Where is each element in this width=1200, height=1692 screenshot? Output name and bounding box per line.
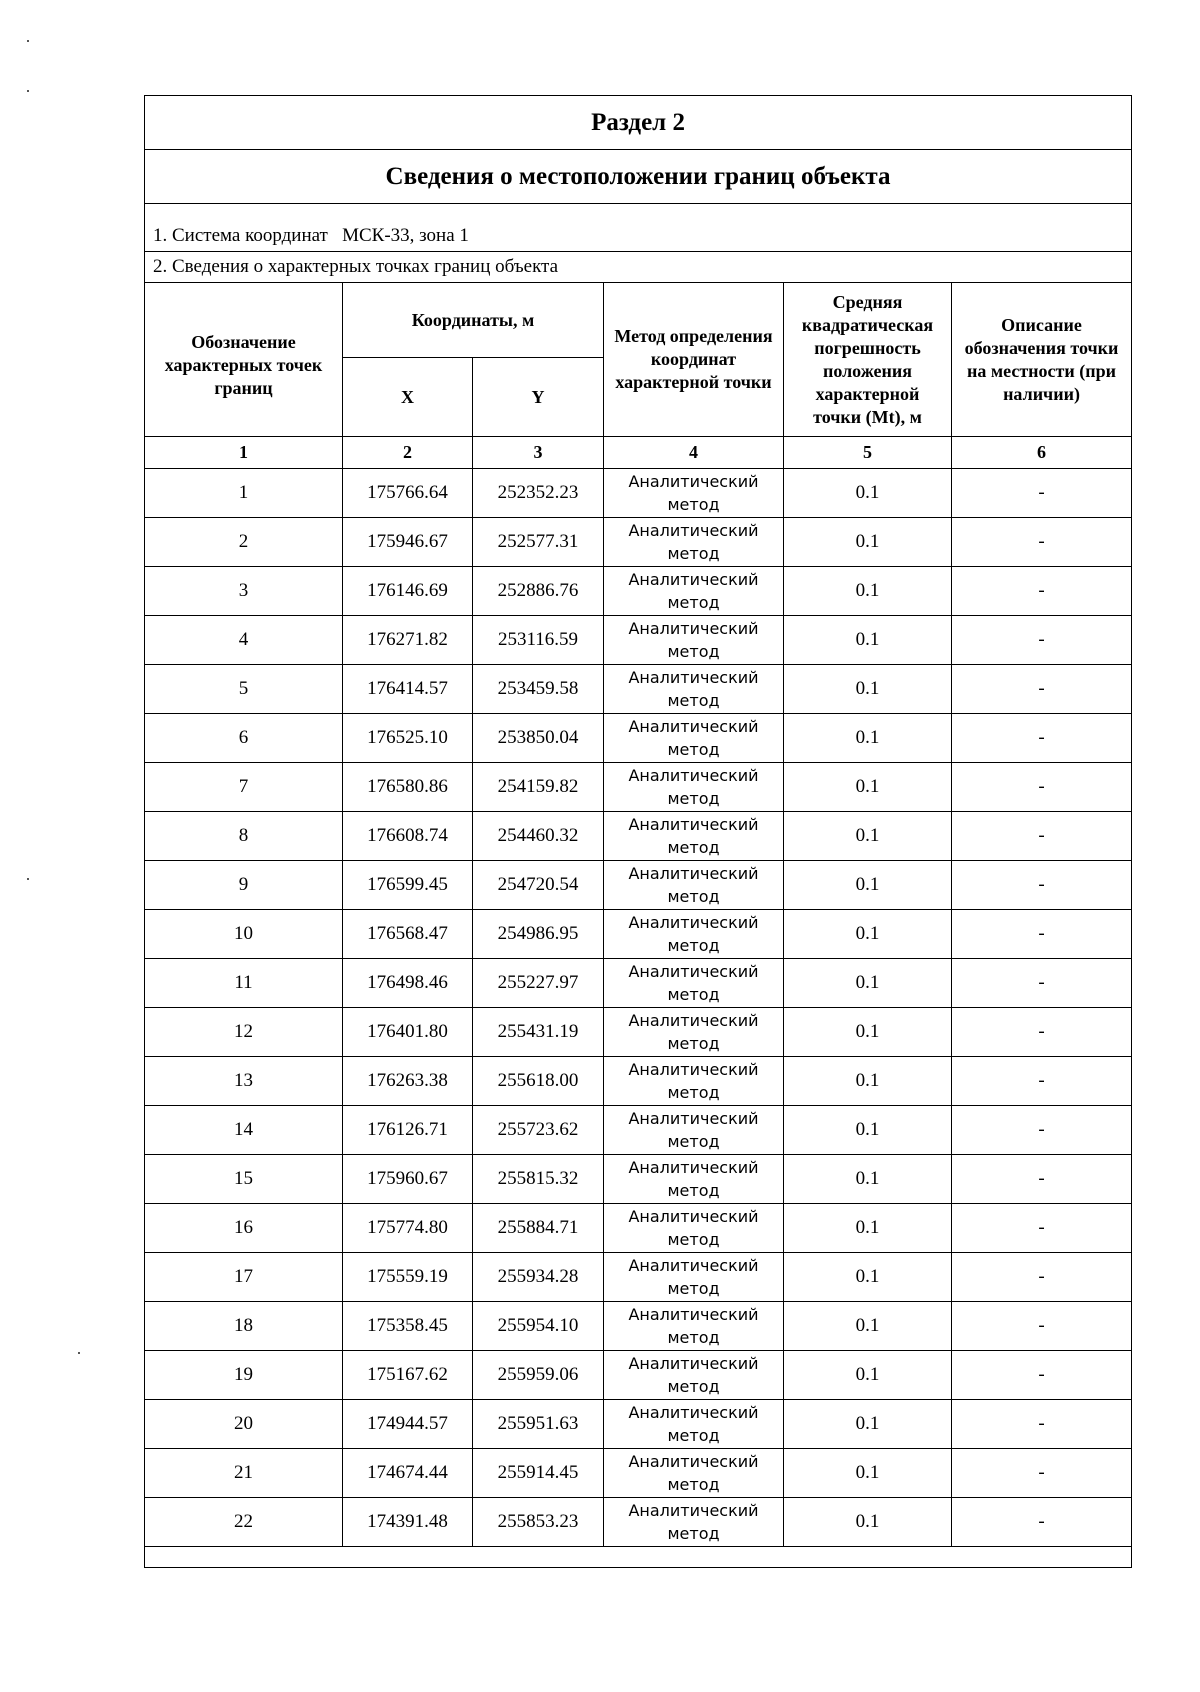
method-cell — [604, 910, 784, 959]
method-cell — [604, 1253, 784, 1302]
method-text-line: метод — [667, 691, 720, 710]
accuracy-cell: 0.1 — [784, 763, 952, 812]
description-cell: - — [952, 1498, 1132, 1547]
method-text-line: Аналитический — [628, 1354, 759, 1373]
method-text-line: Аналитический — [628, 619, 759, 638]
point-number-cell: 11 — [145, 959, 343, 1008]
method-text-line: Аналитический — [628, 1109, 759, 1128]
description-cell: - — [952, 861, 1132, 910]
table-row — [145, 1498, 1132, 1547]
column-number: 2 — [343, 437, 473, 469]
x-coordinate-cell: 174944.57 — [343, 1400, 473, 1449]
header-method: Метод определения координат характерной точки — [604, 283, 784, 437]
table-row — [145, 1008, 1132, 1057]
accuracy-cell: 0.1 — [784, 910, 952, 959]
description-cell: - — [952, 469, 1132, 518]
header-description: Описание обозначения точки на местности (при наличии) — [952, 283, 1132, 437]
y-coordinate-cell: 255884.71 — [473, 1204, 604, 1253]
y-coordinate-cell: 255959.06 — [473, 1351, 604, 1400]
method-text-line: метод — [667, 642, 720, 661]
accuracy-cell: 0.1 — [784, 1204, 952, 1253]
method-cell — [604, 616, 784, 665]
y-coordinate-cell: 254720.54 — [473, 861, 604, 910]
method-text-line: Аналитический — [628, 1011, 759, 1030]
method-text-line: Аналитический — [628, 766, 759, 785]
x-coordinate-cell: 176599.45 — [343, 861, 473, 910]
x-coordinate-cell: 176146.69 — [343, 567, 473, 616]
method-text-line: Аналитический — [628, 521, 759, 540]
x-coordinate-cell: 176263.38 — [343, 1057, 473, 1106]
method-cell — [604, 1302, 784, 1351]
y-coordinate-cell: 253459.58 — [473, 665, 604, 714]
point-number-cell: 7 — [145, 763, 343, 812]
accuracy-cell: 0.1 — [784, 1008, 952, 1057]
scan-speck — [27, 90, 29, 92]
point-number-cell: 17 — [145, 1253, 343, 1302]
y-coordinate-cell: 255853.23 — [473, 1498, 604, 1547]
method-cell — [604, 518, 784, 567]
description-cell: - — [952, 665, 1132, 714]
description-cell: - — [952, 567, 1132, 616]
table-row — [145, 1204, 1132, 1253]
header-y: Y — [473, 358, 604, 437]
accuracy-cell: 0.1 — [784, 616, 952, 665]
method-text-line: Аналитический — [628, 717, 759, 736]
method-cell — [604, 959, 784, 1008]
method-text-line: Аналитический — [628, 1256, 759, 1275]
x-coordinate-cell: 175960.67 — [343, 1155, 473, 1204]
description-cell: - — [952, 1204, 1132, 1253]
points-heading: 2. Сведения о характерных точках границ объекта — [145, 252, 1132, 283]
method-text-line: Аналитический — [628, 913, 759, 932]
point-number-cell: 2 — [145, 518, 343, 567]
description-cell: - — [952, 763, 1132, 812]
x-coordinate-cell: 175946.67 — [343, 518, 473, 567]
method-text-line: метод — [667, 1181, 720, 1200]
y-coordinate-cell: 255227.97 — [473, 959, 604, 1008]
method-text-line: метод — [667, 1034, 720, 1053]
x-coordinate-cell: 176126.71 — [343, 1106, 473, 1155]
table-row — [145, 518, 1132, 567]
header-point-label: Обозначение характерных точек границ — [145, 283, 343, 437]
y-coordinate-cell: 255951.63 — [473, 1400, 604, 1449]
x-coordinate-cell: 175766.64 — [343, 469, 473, 518]
method-text-line: Аналитический — [628, 864, 759, 883]
accuracy-cell: 0.1 — [784, 567, 952, 616]
boundary-points-table — [144, 95, 1132, 1568]
method-text-line: Аналитический — [628, 1207, 759, 1226]
column-number: 6 — [952, 437, 1132, 469]
method-text-line: Аналитический — [628, 1158, 759, 1177]
section-subtitle: Сведения о местоположении границ объекта — [145, 150, 1132, 204]
description-cell: - — [952, 1008, 1132, 1057]
method-cell — [604, 1498, 784, 1547]
description-cell: - — [952, 1057, 1132, 1106]
y-coordinate-cell: 255815.32 — [473, 1155, 604, 1204]
point-number-cell: 10 — [145, 910, 343, 959]
method-text-line: метод — [667, 887, 720, 906]
description-cell: - — [952, 1106, 1132, 1155]
table-row — [145, 1106, 1132, 1155]
method-cell — [604, 665, 784, 714]
method-cell — [604, 469, 784, 518]
scan-speck — [27, 40, 29, 42]
description-cell: - — [952, 1449, 1132, 1498]
description-cell: - — [952, 812, 1132, 861]
method-text-line: метод — [667, 789, 720, 808]
column-number: 4 — [604, 437, 784, 469]
method-text-line: метод — [667, 1524, 720, 1543]
description-cell: - — [952, 1302, 1132, 1351]
point-number-cell: 3 — [145, 567, 343, 616]
method-text-line: Аналитический — [628, 668, 759, 687]
method-text-line: метод — [667, 1328, 720, 1347]
point-number-cell: 1 — [145, 469, 343, 518]
y-coordinate-cell: 254986.95 — [473, 910, 604, 959]
method-text-line: Аналитический — [628, 1060, 759, 1079]
method-text-line: метод — [667, 985, 720, 1004]
point-number-cell: 15 — [145, 1155, 343, 1204]
accuracy-cell: 0.1 — [784, 665, 952, 714]
description-cell: - — [952, 910, 1132, 959]
header-accuracy: Средняя квадратическая погрешность положения характерной точки (Mt), м — [784, 283, 952, 437]
x-coordinate-cell: 174674.44 — [343, 1449, 473, 1498]
method-text-line: Аналитический — [628, 1501, 759, 1520]
method-text-line: Аналитический — [628, 1305, 759, 1324]
method-cell — [604, 1008, 784, 1057]
accuracy-cell: 0.1 — [784, 1253, 952, 1302]
method-text-line: Аналитический — [628, 962, 759, 981]
y-coordinate-cell: 254460.32 — [473, 812, 604, 861]
description-cell: - — [952, 616, 1132, 665]
method-cell — [604, 1106, 784, 1155]
table-row — [145, 959, 1132, 1008]
column-number: 5 — [784, 437, 952, 469]
point-number-cell: 5 — [145, 665, 343, 714]
method-cell — [604, 1155, 784, 1204]
accuracy-cell: 0.1 — [784, 518, 952, 567]
x-coordinate-cell: 176401.80 — [343, 1008, 473, 1057]
accuracy-cell: 0.1 — [784, 959, 952, 1008]
y-coordinate-cell: 252352.23 — [473, 469, 604, 518]
x-coordinate-cell: 175774.80 — [343, 1204, 473, 1253]
table-row — [145, 567, 1132, 616]
y-coordinate-cell: 255618.00 — [473, 1057, 604, 1106]
accuracy-cell: 0.1 — [784, 714, 952, 763]
accuracy-cell: 0.1 — [784, 861, 952, 910]
table-row — [145, 714, 1132, 763]
x-coordinate-cell: 176568.47 — [343, 910, 473, 959]
description-cell: - — [952, 959, 1132, 1008]
section-title: Раздел 2 — [145, 96, 1132, 150]
table-row — [145, 1302, 1132, 1351]
table-row — [145, 1351, 1132, 1400]
x-coordinate-cell: 176498.46 — [343, 959, 473, 1008]
method-text-line: Аналитический — [628, 1452, 759, 1471]
table-row — [145, 1400, 1132, 1449]
method-text-line: метод — [667, 1230, 720, 1249]
accuracy-cell: 0.1 — [784, 469, 952, 518]
method-cell — [604, 1449, 784, 1498]
y-coordinate-cell: 252577.31 — [473, 518, 604, 567]
method-cell — [604, 1400, 784, 1449]
method-text-line: Аналитический — [628, 472, 759, 491]
table-row — [145, 616, 1132, 665]
table-row — [145, 910, 1132, 959]
method-cell — [604, 812, 784, 861]
table-row — [145, 861, 1132, 910]
x-coordinate-cell: 176414.57 — [343, 665, 473, 714]
method-cell — [604, 1204, 784, 1253]
method-text-line: метод — [667, 1279, 720, 1298]
coordinate-system-line: 1. Система координат МСК-33, зона 1 — [145, 204, 1132, 252]
method-text-line: метод — [667, 1377, 720, 1396]
method-cell — [604, 1057, 784, 1106]
document-sheet — [144, 95, 1131, 1568]
y-coordinate-cell: 255954.10 — [473, 1302, 604, 1351]
x-coordinate-cell: 175167.62 — [343, 1351, 473, 1400]
accuracy-cell: 0.1 — [784, 1449, 952, 1498]
method-text-line: метод — [667, 593, 720, 612]
accuracy-cell: 0.1 — [784, 1302, 952, 1351]
accuracy-cell: 0.1 — [784, 1498, 952, 1547]
table-row — [145, 812, 1132, 861]
method-text-line: Аналитический — [628, 570, 759, 589]
method-text-line: Аналитический — [628, 815, 759, 834]
method-text-line: метод — [667, 936, 720, 955]
accuracy-cell: 0.1 — [784, 1351, 952, 1400]
method-cell — [604, 714, 784, 763]
description-cell: - — [952, 1400, 1132, 1449]
x-coordinate-cell: 176580.86 — [343, 763, 473, 812]
y-coordinate-cell: 253850.04 — [473, 714, 604, 763]
point-number-cell: 12 — [145, 1008, 343, 1057]
method-text-line: Аналитический — [628, 1403, 759, 1422]
method-text-line: метод — [667, 1426, 720, 1445]
point-number-cell: 21 — [145, 1449, 343, 1498]
accuracy-cell: 0.1 — [784, 1400, 952, 1449]
header-x: X — [343, 358, 473, 437]
y-coordinate-cell: 255431.19 — [473, 1008, 604, 1057]
method-text-line: метод — [667, 1132, 720, 1151]
point-number-cell: 20 — [145, 1400, 343, 1449]
table-row — [145, 1253, 1132, 1302]
y-coordinate-cell: 254159.82 — [473, 763, 604, 812]
x-coordinate-cell: 176525.10 — [343, 714, 473, 763]
x-coordinate-cell: 176608.74 — [343, 812, 473, 861]
y-coordinate-cell: 253116.59 — [473, 616, 604, 665]
accuracy-cell: 0.1 — [784, 1057, 952, 1106]
point-number-cell: 6 — [145, 714, 343, 763]
method-cell — [604, 861, 784, 910]
method-text-line: метод — [667, 495, 720, 514]
description-cell: - — [952, 1351, 1132, 1400]
point-number-cell: 8 — [145, 812, 343, 861]
y-coordinate-cell: 252886.76 — [473, 567, 604, 616]
description-cell: - — [952, 1155, 1132, 1204]
point-number-cell: 4 — [145, 616, 343, 665]
method-text-line: метод — [667, 544, 720, 563]
y-coordinate-cell: 255914.45 — [473, 1449, 604, 1498]
point-number-cell: 19 — [145, 1351, 343, 1400]
method-text-line: метод — [667, 1475, 720, 1494]
method-cell — [604, 1351, 784, 1400]
column-number: 1 — [145, 437, 343, 469]
point-number-cell: 9 — [145, 861, 343, 910]
header-coordinates: Координаты, м — [343, 283, 604, 358]
accuracy-cell: 0.1 — [784, 1106, 952, 1155]
point-number-cell: 18 — [145, 1302, 343, 1351]
table-row — [145, 1057, 1132, 1106]
method-cell — [604, 567, 784, 616]
y-coordinate-cell: 255723.62 — [473, 1106, 604, 1155]
x-coordinate-cell: 176271.82 — [343, 616, 473, 665]
table-row — [145, 763, 1132, 812]
table-row — [145, 1155, 1132, 1204]
description-cell: - — [952, 714, 1132, 763]
accuracy-cell: 0.1 — [784, 812, 952, 861]
scan-speck — [78, 1352, 80, 1354]
y-coordinate-cell: 255934.28 — [473, 1253, 604, 1302]
point-number-cell: 14 — [145, 1106, 343, 1155]
table-row — [145, 665, 1132, 714]
method-cell — [604, 763, 784, 812]
point-number-cell: 16 — [145, 1204, 343, 1253]
table-trailing-row — [145, 1547, 1132, 1568]
point-number-cell: 22 — [145, 1498, 343, 1547]
table-row — [145, 1449, 1132, 1498]
scan-speck — [27, 878, 29, 880]
x-coordinate-cell: 175559.19 — [343, 1253, 473, 1302]
x-coordinate-cell: 175358.45 — [343, 1302, 473, 1351]
method-text-line: метод — [667, 1083, 720, 1102]
description-cell: - — [952, 518, 1132, 567]
method-text-line: метод — [667, 740, 720, 759]
method-text-line: метод — [667, 838, 720, 857]
description-cell: - — [952, 1253, 1132, 1302]
accuracy-cell: 0.1 — [784, 1155, 952, 1204]
table-row — [145, 469, 1132, 518]
column-number: 3 — [473, 437, 604, 469]
point-number-cell: 13 — [145, 1057, 343, 1106]
x-coordinate-cell: 174391.48 — [343, 1498, 473, 1547]
